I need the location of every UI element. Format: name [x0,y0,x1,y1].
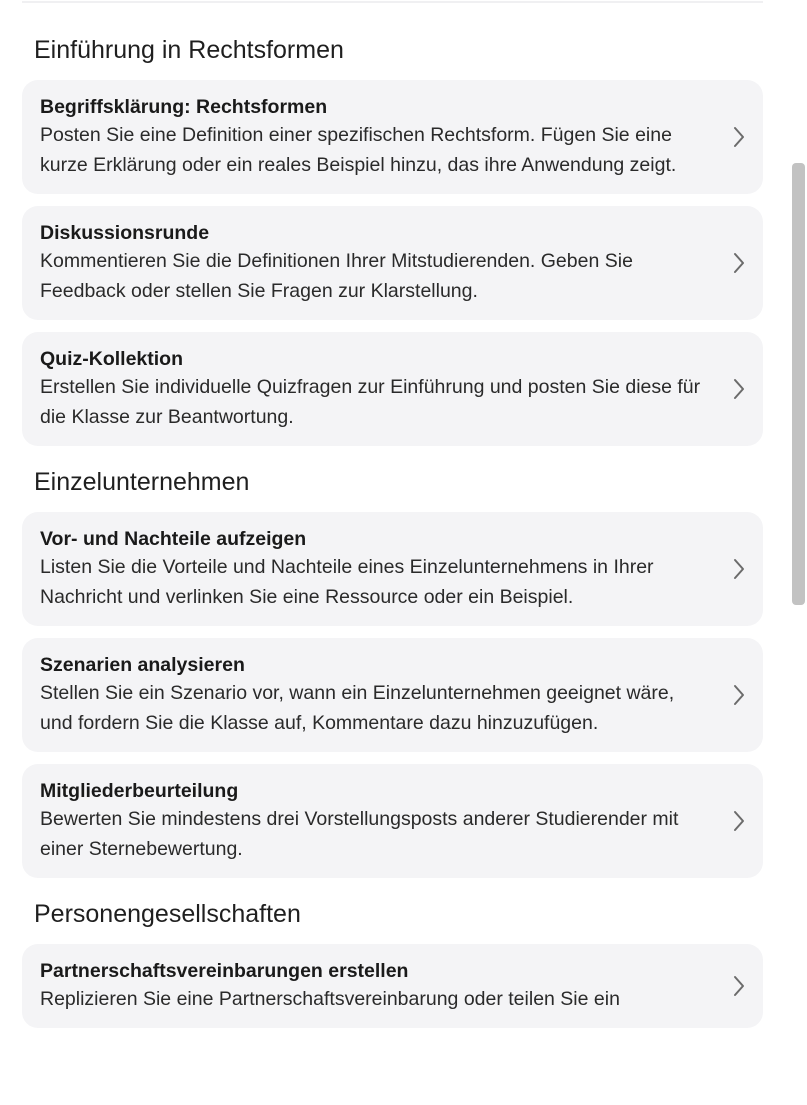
activity-description: Kommentieren Sie die Definitionen Ihrer Mitstudierenden. Geben Sie Feedback oder stellen Sie Fragen zur Klarstellung. [40,250,633,302]
scrollbar-thumb[interactable] [792,163,805,605]
section-title: Einzelunternehmen [34,468,250,496]
chevron-right-icon [731,125,747,149]
chevron-right-icon [731,683,747,707]
vertical-scrollbar[interactable] [789,0,807,1105]
section-einfuehrung [22,34,763,446]
activity-title: Mitgliederbeurteilung [40,780,239,802]
activity-title: Partnerschaftsvereinbarungen erstellen [40,960,409,982]
activity-card-diskussionsrunde[interactable] [22,206,763,320]
chevron-right-icon [731,809,747,833]
section-einzelunternehmen [22,466,763,878]
activity-card-partnerschaftsvereinbarungen[interactable] [22,944,763,1028]
activity-title: Diskussionsrunde [40,222,210,244]
activity-sections [22,34,763,1048]
activity-card-vor-und-nachteile[interactable] [22,512,763,626]
section-title: Personengesellschaften [34,900,301,928]
chevron-right-icon [731,377,747,401]
activity-card-szenarien-analysieren[interactable] [22,638,763,752]
activity-title: Quiz-Kollektion [40,348,183,370]
activity-description: Erstellen Sie individuelle Quizfragen zur Einführung und posten Sie diese für die Klasse zur Beantwortung. [40,376,701,428]
activity-description: Replizieren Sie eine Partnerschaftsvereinbarung oder teilen Sie ein [40,988,620,1010]
activity-card-quiz-kollektion[interactable] [22,332,763,446]
chevron-right-icon [731,557,747,581]
chevron-right-icon [731,974,747,998]
activity-description: Listen Sie die Vorteile und Nachteile eines Einzelunternehmens in Ihrer Nachricht und verlinken Sie eine Ressource oder ein Beispiel. [40,556,654,608]
activity-description: Stellen Sie ein Szenario vor, wann ein Einzelunternehmen geeignet wäre, und fordern Sie die Klasse auf, Kommentare dazu hinzuzufügen. [40,682,675,734]
activity-title: Vor- und Nachteile aufzeigen [40,528,307,550]
activity-title: Szenarien analysieren [40,654,245,676]
activity-description: Posten Sie eine Definition einer spezifischen Rechtsform. Fügen Sie eine kurze Erklärung oder ein reales Beispiel hinzu, das ihre Anwendung zeigt. [40,124,677,176]
section-personengesellschaften [22,898,763,1028]
activity-title: Begriffsklärung: Rechtsformen [40,96,328,118]
activity-card-begriffsklaerung[interactable] [22,80,763,194]
activity-card-mitgliederbeurteilung[interactable] [22,764,763,878]
top-divider [22,1,763,3]
activity-description: Bewerten Sie mindestens drei Vorstellungsposts anderer Studierender mit einer Sternebewertung. [40,808,679,860]
section-title: Einführung in Rechtsformen [34,36,344,64]
chevron-right-icon [731,251,747,275]
